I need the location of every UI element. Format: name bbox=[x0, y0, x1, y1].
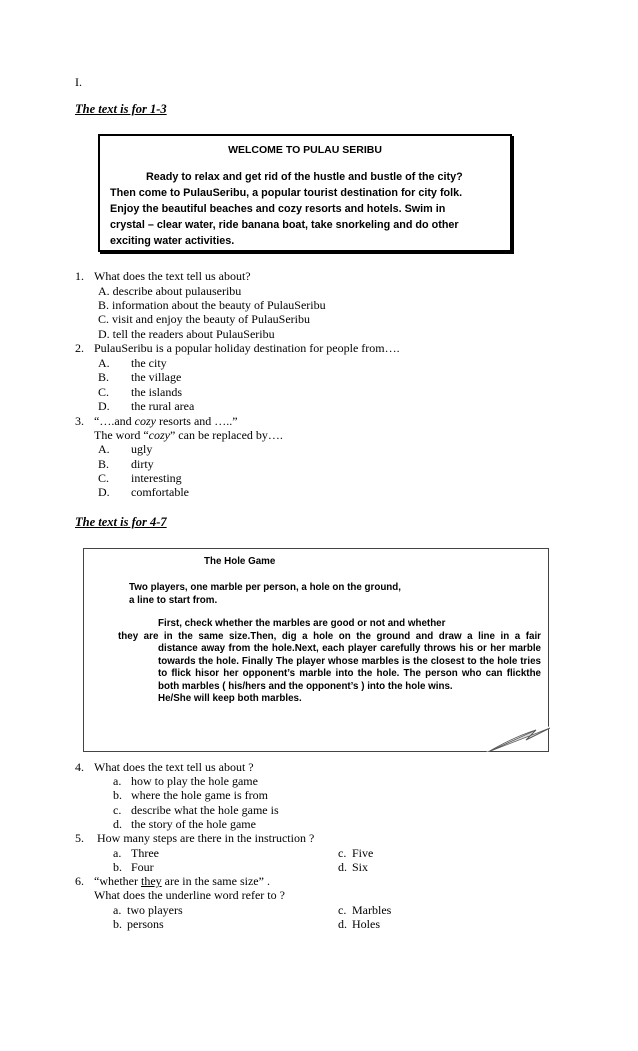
question-5-option-letter: b. bbox=[113, 860, 122, 874]
reading-box-pulau-seribu bbox=[98, 134, 512, 252]
quote-emphasis: cozy bbox=[134, 414, 156, 428]
question-3-option[interactable]: comfortable bbox=[131, 485, 189, 499]
quote-part: “….and bbox=[94, 414, 135, 428]
question-5-option-letter: c. bbox=[338, 846, 347, 860]
question-1-option[interactable]: D. tell the readers about PulauSeribu bbox=[98, 327, 275, 341]
question-1-option[interactable]: A. describe about pulauseribu bbox=[98, 284, 242, 298]
question-6-option-letter: d. bbox=[338, 917, 347, 931]
question-2-option[interactable]: the village bbox=[131, 370, 182, 384]
box-line: crystal – clear water, ride banana boat, take snorkeling and do other bbox=[110, 219, 459, 231]
question-3-quote bbox=[94, 414, 238, 429]
question-4-option-letter: c. bbox=[113, 803, 122, 817]
question-2-option[interactable]: the islands bbox=[131, 385, 182, 399]
question-1-option[interactable]: B. information about the beauty of PulauSeribu bbox=[98, 298, 326, 312]
intro-line: Two players, one marble per person, a hole on the ground, bbox=[129, 582, 401, 593]
question-6-option[interactable]: two players bbox=[127, 903, 183, 917]
question-3-option-letter: B. bbox=[98, 457, 110, 471]
question-4-number: 4. bbox=[75, 760, 84, 774]
question-6-option[interactable]: persons bbox=[127, 917, 164, 931]
box-title: The Hole Game bbox=[204, 556, 276, 567]
question-5-option-letter: a. bbox=[113, 846, 122, 860]
question-2-text: PulauSeribu is a popular holiday destination for people from…. bbox=[94, 341, 400, 355]
question-3-option[interactable]: dirty bbox=[131, 457, 154, 471]
question-2-option[interactable]: the city bbox=[131, 356, 167, 370]
question-3-option[interactable]: ugly bbox=[131, 442, 153, 456]
section-heading-1: The text is for 1-3 bbox=[75, 102, 167, 116]
question-1-text: What does the text tell us about? bbox=[94, 269, 251, 283]
intro-line: a line to start from. bbox=[129, 594, 218, 606]
question-3-option-letter: D. bbox=[98, 485, 110, 499]
steps-line: He/She will keep both marbles. bbox=[158, 693, 302, 704]
question-1-option[interactable]: C. visit and enjoy the beauty of PulauSeribu bbox=[98, 312, 310, 326]
section-number: I. bbox=[75, 75, 82, 89]
question-4-option-letter: d. bbox=[113, 817, 122, 831]
question-4-option[interactable]: how to play the hole game bbox=[131, 774, 258, 788]
steps-line: First, check whether the marbles are good or not and whether bbox=[158, 618, 446, 629]
question-2-option-letter: C. bbox=[98, 385, 110, 399]
question-emphasis: cozy bbox=[148, 428, 170, 442]
question-4-option-letter: b. bbox=[113, 788, 122, 802]
section-heading-2: The text is for 4-7 bbox=[75, 515, 167, 529]
box-line: Enjoy the beautiful beaches and cozy resorts and hotels. Swim in bbox=[110, 203, 446, 215]
question-4-text: What does the text tell us about ? bbox=[94, 760, 254, 774]
question-5-number: 5. bbox=[75, 831, 84, 845]
question-2-number: 2. bbox=[75, 341, 84, 355]
question-6-option-letter: a. bbox=[113, 903, 122, 917]
box-line: Ready to relax and get rid of the hustle and bustle of the city? bbox=[146, 171, 463, 183]
question-3-number: 3. bbox=[75, 414, 84, 428]
question-4-option-letter: a. bbox=[113, 774, 122, 788]
question-1-number: 1. bbox=[75, 269, 84, 283]
question-3-option-letter: C. bbox=[98, 471, 110, 485]
question-6-option-letter: c. bbox=[338, 903, 347, 917]
question-6-quote bbox=[94, 874, 270, 889]
question-5-text: How many steps are there in the instruction ? bbox=[97, 831, 315, 845]
question-4-option[interactable]: where the hole game is from bbox=[131, 788, 268, 802]
question-3-text bbox=[94, 428, 283, 443]
box-intro bbox=[129, 582, 449, 607]
quote-part: resorts and …..” bbox=[155, 414, 238, 428]
reading-box-hole-game bbox=[83, 548, 549, 752]
box-body bbox=[110, 169, 500, 249]
question-5-option[interactable]: Four bbox=[131, 860, 154, 874]
steps-line: they are in the same size.Then, dig a hole on the ground and draw a line in a fair bbox=[118, 630, 541, 642]
question-5-option-letter: d. bbox=[338, 860, 347, 874]
quote-part: are in the same size” . bbox=[161, 874, 270, 888]
question-5-option[interactable]: Five bbox=[352, 846, 374, 860]
underlined-word: they bbox=[140, 874, 162, 888]
quote-part: “whether bbox=[94, 874, 141, 888]
box-line: exciting water activities. bbox=[110, 235, 235, 247]
question-6-option[interactable]: Marbles bbox=[352, 903, 392, 917]
box-line: Then come to PulauSeribu, a popular tourist destination for city folk. bbox=[110, 187, 463, 199]
question-4-option[interactable]: the story of the hole game bbox=[131, 817, 256, 831]
question-3-option[interactable]: interesting bbox=[131, 471, 182, 485]
box-title: WELCOME TO PULAU SERIBU bbox=[228, 144, 382, 156]
question-part: The word “ bbox=[94, 428, 149, 442]
question-6-option-letter: b. bbox=[113, 917, 122, 931]
question-part: ” can be replaced by…. bbox=[169, 428, 283, 442]
question-6-number: 6. bbox=[75, 874, 84, 888]
question-6-option[interactable]: Holes bbox=[352, 917, 380, 931]
question-5-option[interactable]: Three bbox=[131, 846, 159, 860]
question-2-option-letter: B. bbox=[98, 370, 110, 384]
page-curl-icon bbox=[486, 726, 550, 752]
question-3-option-letter: A. bbox=[98, 442, 110, 456]
question-6-text: What does the underline word refer to ? bbox=[94, 888, 285, 902]
question-5-option[interactable]: Six bbox=[352, 860, 369, 874]
box-steps bbox=[118, 618, 541, 706]
steps-paragraph: distance away from the hole.Next, each player carefully throws his or her marble towards the hole. Finally The player whose marbles is the closest to the hole tries to flick hisor her opponent’s marble into the hole. The person who can flickthe both marbles ( his/hers and the opponent’s ) into the hole wins. bbox=[158, 643, 541, 692]
question-2-option-letter: A. bbox=[98, 356, 110, 370]
question-2-option[interactable]: the rural area bbox=[131, 399, 195, 413]
question-4-option[interactable]: describe what the hole game is bbox=[131, 803, 279, 817]
question-2-option-letter: D. bbox=[98, 399, 110, 413]
